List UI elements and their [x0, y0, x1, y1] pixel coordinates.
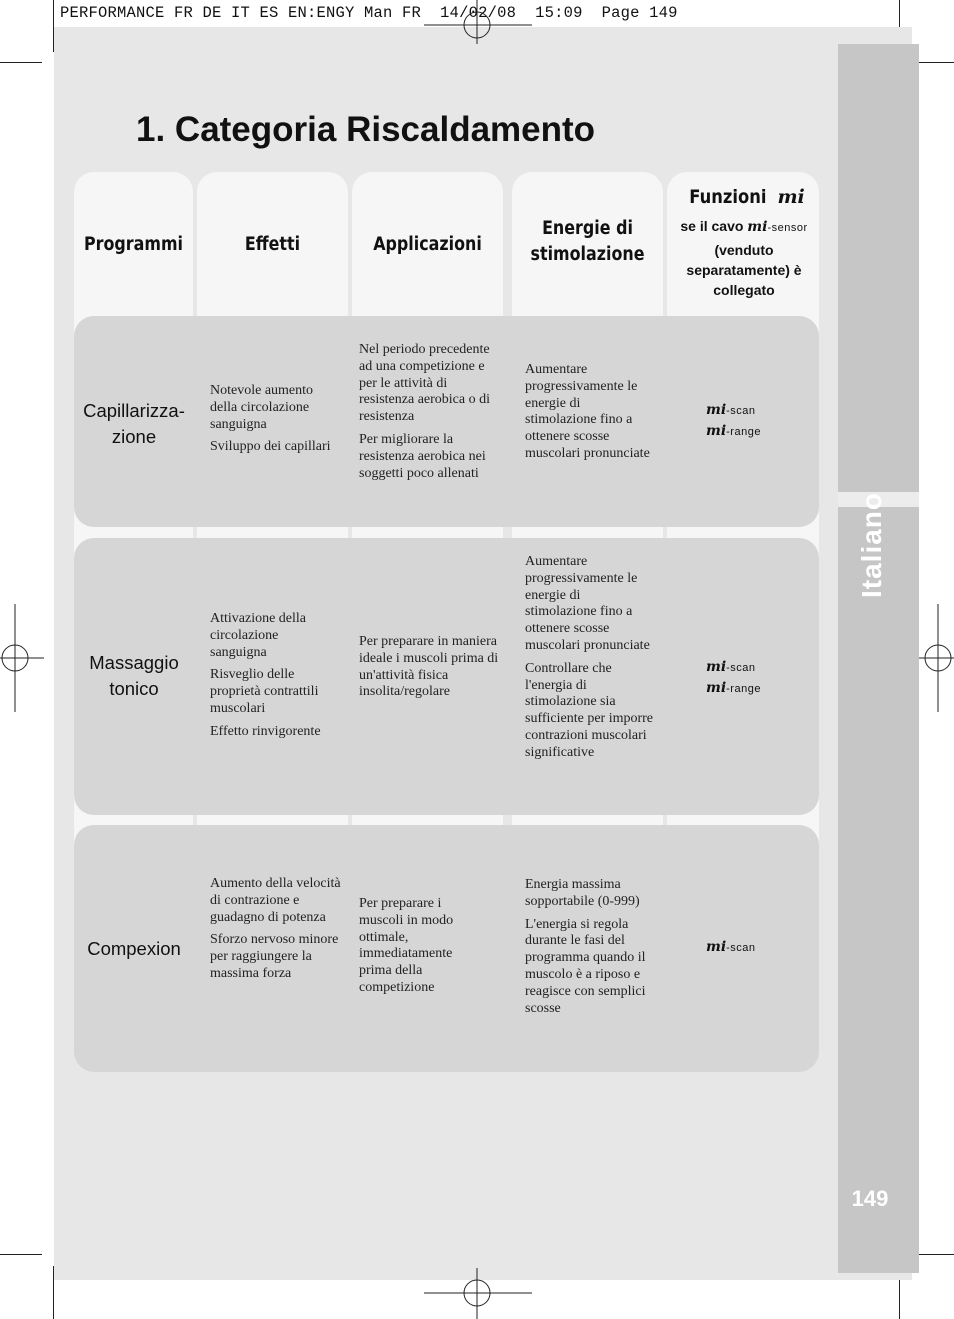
energie-text: L'energia si regola durante le fasi del programma quando il muscolo è a riposo e reagisce con semplici scosse	[525, 916, 646, 1016]
header-funzioni-cavo: se il cavo	[680, 218, 744, 234]
effetti-text: Attivazione della circolazione sanguigna	[210, 611, 307, 660]
applicazioni-cell	[359, 634, 499, 707]
print-header: PERFORMANCE FR DE IT ES EN:ENGY Man FR 14/02/08 15:09 Page 149	[60, 4, 678, 22]
mi-logo-icon: mi	[706, 402, 727, 418]
mi-logo-icon: mi	[706, 423, 727, 439]
effetti-cell	[210, 611, 338, 747]
program-name: Massaggio tonico	[89, 652, 179, 699]
mi-logo-icon: mi	[706, 939, 727, 955]
funzioni-cell	[706, 400, 761, 442]
effetti-text: Aumento della velocità di contrazione e guadagno di potenza	[210, 876, 341, 925]
effetti-text: Risveglio delle proprietà contrattili muscolari	[210, 667, 319, 716]
program-name: Compexion	[87, 938, 181, 959]
registration-mark-bottom	[424, 1268, 532, 1319]
header-programmi: Programmi	[83, 233, 184, 255]
effetti-text: Notevole aumento della circolazione sanguigna	[210, 383, 314, 432]
header-funzioni-sensor: -sensor	[767, 222, 808, 234]
energie-text: Controllare che l'energia di stimolazione sia sufficiente per imporre contrazioni muscolari significative	[525, 660, 654, 760]
function-scan: -scan	[726, 942, 756, 954]
energie-text: Aumentare progressivamente le energie di stimolazione fino a ottenere scosse muscolari pronunciate	[525, 554, 650, 653]
effetti-text: Sforzo nervoso minore per raggiungere la massima forza	[210, 932, 339, 981]
header-energie: Energie di stimolazione	[530, 218, 645, 265]
mi-logo-icon: mi	[706, 659, 727, 675]
header-funzioni	[666, 186, 822, 300]
applicazioni-text: Nel periodo precedente ad una competizione e per le attività di resistenza aerobica o di resistenza	[359, 342, 490, 425]
effetti-cell	[210, 876, 342, 989]
effetti-cell	[210, 383, 338, 462]
header-funzioni-title: Funzioni	[689, 186, 767, 208]
function-range: -range	[726, 426, 761, 438]
function-scan: -scan	[726, 405, 756, 417]
energie-text: Energia massima sopportabile (0-999)	[525, 877, 640, 909]
energie-cell	[525, 362, 655, 469]
applicazioni-text: Per migliorare la resistenza aerobica nei soggetti poco allenati	[359, 431, 486, 481]
funzioni-cell	[706, 657, 761, 699]
crop-mark	[0, 62, 42, 63]
energie-cell	[525, 554, 655, 768]
page-number: 149	[851, 1186, 889, 1211]
applicazioni-cell	[359, 342, 499, 488]
applicazioni-text: Per preparare in maniera ideale i muscoli prima di un'attività fisica insolita/regolare	[359, 634, 499, 700]
mi-logo-icon: mi	[777, 186, 805, 208]
energie-cell	[525, 877, 659, 1023]
header-applicazioni: Applicazioni	[373, 233, 482, 255]
effetti-text: Sviluppo dei capillari	[210, 439, 331, 455]
effetti-text: Effetto rinvigorente	[210, 723, 321, 739]
crop-mark	[0, 1254, 42, 1255]
header-effetti: Effetti	[244, 233, 301, 255]
registration-mark-top	[424, 0, 532, 44]
registration-mark-left	[0, 604, 44, 712]
applicazioni-cell	[359, 896, 479, 1003]
function-range: -range	[726, 683, 761, 695]
function-scan: -scan	[726, 662, 756, 674]
mi-logo-icon: mi	[747, 219, 768, 235]
energie-text: Aumentare progressivamente le energie di stimolazione fino a ottenere scosse muscolari pronunciate	[525, 362, 650, 461]
language-sidebar	[838, 44, 919, 1273]
applicazioni-text: Per preparare i muscoli in modo ottimale, immediatamente prima della competizione	[359, 896, 454, 995]
page-title: 1. Categoria Riscaldamento	[136, 110, 596, 149]
funzioni-cell	[706, 937, 756, 958]
header-funzioni-note: (venduto separatamente) è collegato	[686, 242, 802, 298]
program-name: Capillarizza-zione	[83, 400, 185, 447]
mi-logo-icon: mi	[706, 680, 727, 696]
language-label: Italiano	[856, 491, 887, 599]
